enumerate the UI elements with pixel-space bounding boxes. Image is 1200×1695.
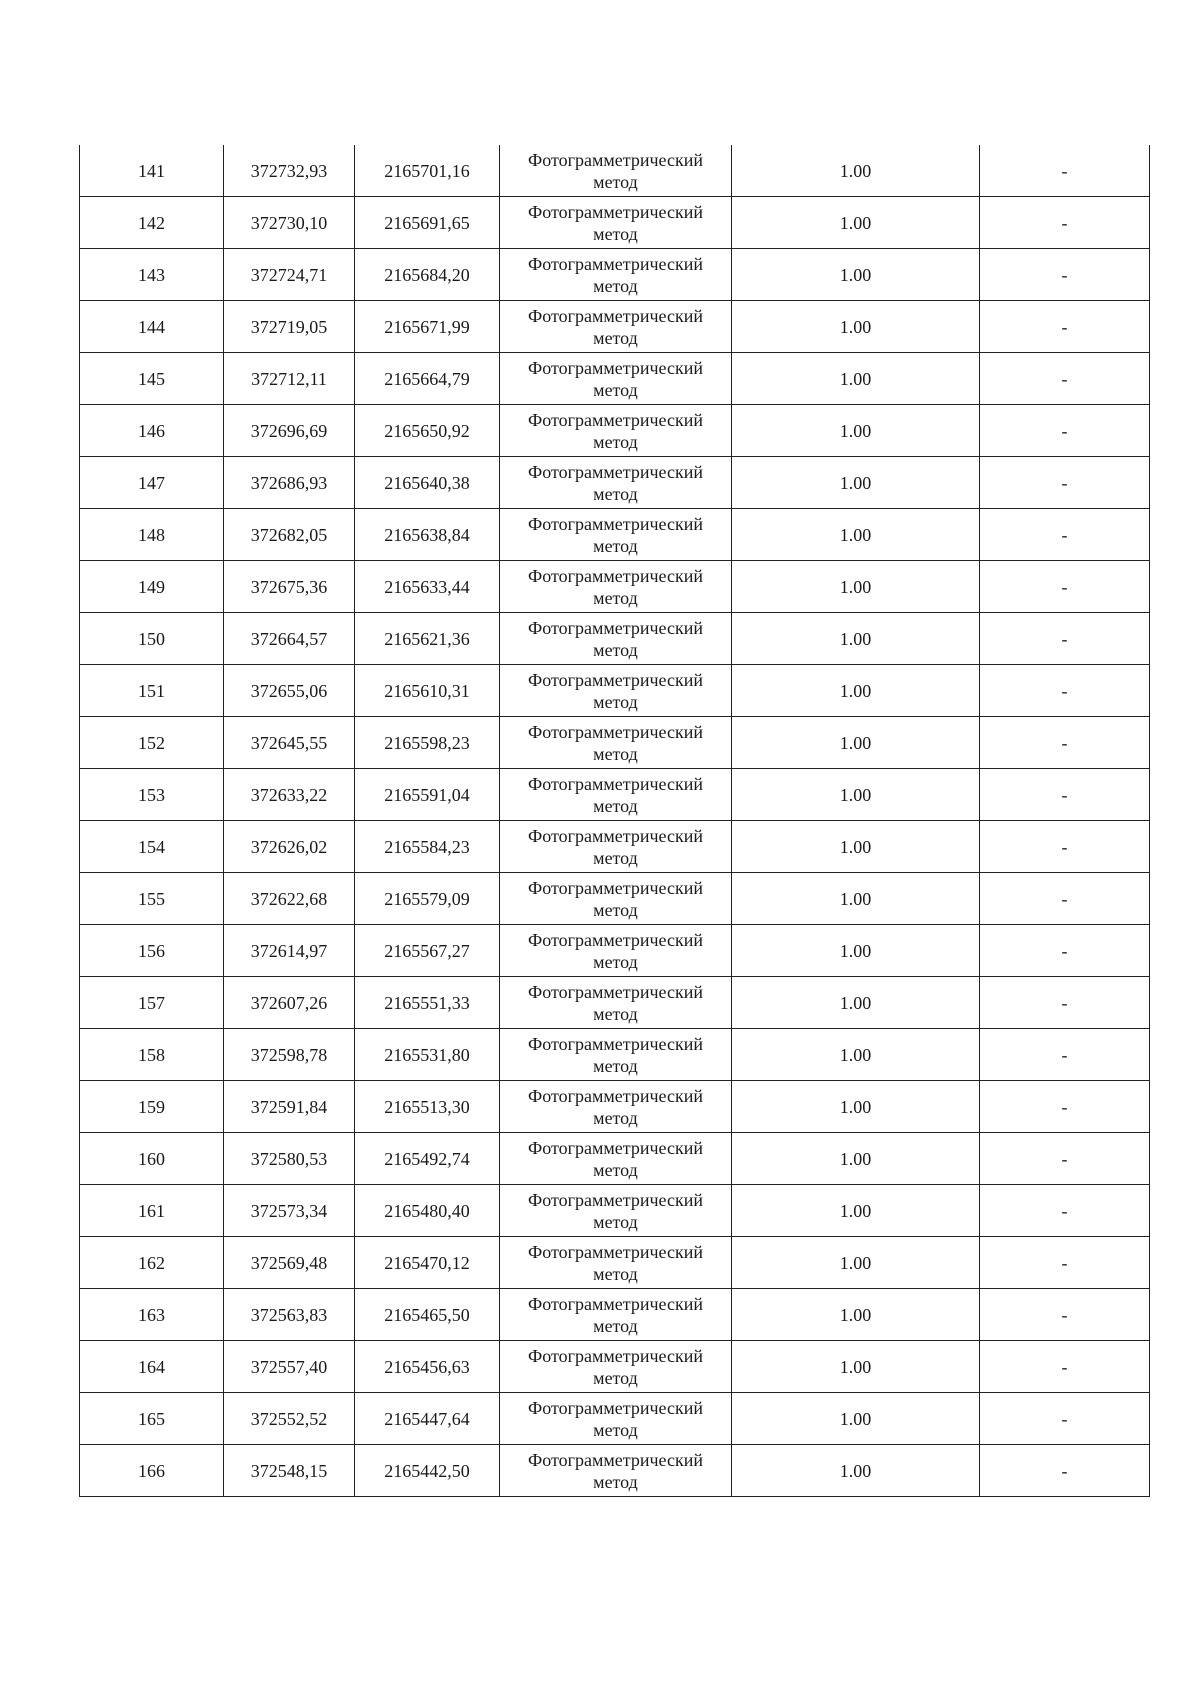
table-row [80, 353, 1150, 405]
x-coordinate-cell: 372724,71 [224, 249, 355, 301]
method-cell [500, 1029, 732, 1081]
note-cell: - [980, 1081, 1150, 1133]
note-cell: - [980, 301, 1150, 353]
accuracy-cell: 1.00 [732, 717, 980, 769]
table-row [80, 561, 1150, 613]
table-row [80, 1029, 1150, 1081]
x-coordinate-cell: 372719,05 [224, 301, 355, 353]
table-row [80, 1081, 1150, 1133]
accuracy-cell: 1.00 [732, 145, 980, 197]
table-row [80, 197, 1150, 249]
point-number-cell: 143 [80, 249, 224, 301]
y-coordinate-cell: 2165598,23 [355, 717, 500, 769]
method-line-2: метод [593, 327, 638, 348]
note-cell: - [980, 769, 1150, 821]
method-line-1: Фотограмметрический [528, 409, 703, 430]
method-cell [500, 509, 732, 561]
accuracy-cell: 1.00 [732, 197, 980, 249]
x-coordinate-cell: 372682,05 [224, 509, 355, 561]
table-row [80, 1133, 1150, 1185]
point-number-cell: 164 [80, 1341, 224, 1393]
x-coordinate-cell: 372573,34 [224, 1185, 355, 1237]
note-cell: - [980, 1341, 1150, 1393]
method-line-1: Фотограмметрический [528, 825, 703, 846]
method-cell [500, 665, 732, 717]
note-cell: - [980, 1445, 1150, 1497]
table-row [80, 509, 1150, 561]
x-coordinate-cell: 372614,97 [224, 925, 355, 977]
point-number-cell: 159 [80, 1081, 224, 1133]
note-cell: - [980, 353, 1150, 405]
x-coordinate-cell: 372686,93 [224, 457, 355, 509]
coordinates-table-body [80, 145, 1150, 1497]
table-row [80, 249, 1150, 301]
method-line-2: метод [593, 691, 638, 712]
method-line-2: метод [593, 1003, 638, 1024]
x-coordinate-cell: 372563,83 [224, 1289, 355, 1341]
point-number-cell: 150 [80, 613, 224, 665]
accuracy-cell: 1.00 [732, 1445, 980, 1497]
y-coordinate-cell: 2165584,23 [355, 821, 500, 873]
note-cell: - [980, 613, 1150, 665]
y-coordinate-cell: 2165664,79 [355, 353, 500, 405]
method-line-2: метод [593, 1055, 638, 1076]
y-coordinate-cell: 2165633,44 [355, 561, 500, 613]
method-cell [500, 613, 732, 665]
note-cell: - [980, 1133, 1150, 1185]
method-cell [500, 717, 732, 769]
method-cell [500, 405, 732, 457]
x-coordinate-cell: 372664,57 [224, 613, 355, 665]
method-line-2: метод [593, 171, 638, 192]
method-line-1: Фотограмметрический [528, 669, 703, 690]
method-line-1: Фотограмметрический [528, 929, 703, 950]
accuracy-cell: 1.00 [732, 821, 980, 873]
point-number-cell: 157 [80, 977, 224, 1029]
accuracy-cell: 1.00 [732, 1289, 980, 1341]
accuracy-cell: 1.00 [732, 1029, 980, 1081]
point-number-cell: 149 [80, 561, 224, 613]
method-cell [500, 769, 732, 821]
note-cell: - [980, 1237, 1150, 1289]
method-line-2: метод [593, 223, 638, 244]
x-coordinate-cell: 372598,78 [224, 1029, 355, 1081]
note-cell: - [980, 717, 1150, 769]
table-row [80, 717, 1150, 769]
y-coordinate-cell: 2165465,50 [355, 1289, 500, 1341]
method-cell [500, 353, 732, 405]
method-line-2: метод [593, 587, 638, 608]
accuracy-cell: 1.00 [732, 1237, 980, 1289]
point-number-cell: 166 [80, 1445, 224, 1497]
accuracy-cell: 1.00 [732, 405, 980, 457]
note-cell: - [980, 977, 1150, 1029]
note-cell: - [980, 561, 1150, 613]
y-coordinate-cell: 2165640,38 [355, 457, 500, 509]
method-cell [500, 977, 732, 1029]
table-row [80, 1185, 1150, 1237]
note-cell: - [980, 821, 1150, 873]
method-line-2: метод [593, 1107, 638, 1128]
y-coordinate-cell: 2165621,36 [355, 613, 500, 665]
y-coordinate-cell: 2165591,04 [355, 769, 500, 821]
table-row [80, 457, 1150, 509]
y-coordinate-cell: 2165701,16 [355, 145, 500, 197]
accuracy-cell: 1.00 [732, 1341, 980, 1393]
accuracy-cell: 1.00 [732, 561, 980, 613]
method-cell [500, 197, 732, 249]
y-coordinate-cell: 2165567,27 [355, 925, 500, 977]
point-number-cell: 152 [80, 717, 224, 769]
method-line-2: метод [593, 1159, 638, 1180]
y-coordinate-cell: 2165531,80 [355, 1029, 500, 1081]
point-number-cell: 161 [80, 1185, 224, 1237]
method-line-2: метод [593, 743, 638, 764]
method-line-2: метод [593, 431, 638, 452]
table-row [80, 1445, 1150, 1497]
y-coordinate-cell: 2165551,33 [355, 977, 500, 1029]
method-cell [500, 561, 732, 613]
method-cell [500, 249, 732, 301]
point-number-cell: 163 [80, 1289, 224, 1341]
coordinates-table [79, 145, 1150, 1497]
note-cell: - [980, 405, 1150, 457]
method-line-2: метод [593, 483, 638, 504]
y-coordinate-cell: 2165470,12 [355, 1237, 500, 1289]
method-line-1: Фотограмметрический [528, 253, 703, 274]
method-line-2: метод [593, 1211, 638, 1232]
method-cell [500, 145, 732, 197]
table-row [80, 925, 1150, 977]
method-cell [500, 1341, 732, 1393]
method-line-1: Фотограмметрический [528, 201, 703, 222]
point-number-cell: 148 [80, 509, 224, 561]
y-coordinate-cell: 2165456,63 [355, 1341, 500, 1393]
x-coordinate-cell: 372645,55 [224, 717, 355, 769]
y-coordinate-cell: 2165492,74 [355, 1133, 500, 1185]
method-line-1: Фотограмметрический [528, 721, 703, 742]
table-row [80, 821, 1150, 873]
y-coordinate-cell: 2165691,65 [355, 197, 500, 249]
table-row [80, 1393, 1150, 1445]
accuracy-cell: 1.00 [732, 665, 980, 717]
method-line-1: Фотограмметрический [528, 773, 703, 794]
accuracy-cell: 1.00 [732, 977, 980, 1029]
note-cell: - [980, 1185, 1150, 1237]
method-line-2: метод [593, 795, 638, 816]
method-cell [500, 821, 732, 873]
note-cell: - [980, 1393, 1150, 1445]
point-number-cell: 142 [80, 197, 224, 249]
point-number-cell: 141 [80, 145, 224, 197]
y-coordinate-cell: 2165650,92 [355, 405, 500, 457]
method-line-2: метод [593, 1471, 638, 1492]
note-cell: - [980, 145, 1150, 197]
method-line-1: Фотограмметрический [528, 565, 703, 586]
method-line-1: Фотограмметрический [528, 1241, 703, 1262]
x-coordinate-cell: 372552,52 [224, 1393, 355, 1445]
accuracy-cell: 1.00 [732, 249, 980, 301]
method-line-1: Фотограмметрический [528, 1397, 703, 1418]
method-line-1: Фотограмметрический [528, 1085, 703, 1106]
table-row [80, 405, 1150, 457]
accuracy-cell: 1.00 [732, 1185, 980, 1237]
method-line-1: Фотограмметрический [528, 1137, 703, 1158]
x-coordinate-cell: 372633,22 [224, 769, 355, 821]
method-line-2: метод [593, 1315, 638, 1336]
y-coordinate-cell: 2165513,30 [355, 1081, 500, 1133]
x-coordinate-cell: 372569,48 [224, 1237, 355, 1289]
table-row [80, 1237, 1150, 1289]
accuracy-cell: 1.00 [732, 925, 980, 977]
x-coordinate-cell: 372712,11 [224, 353, 355, 405]
table-row [80, 1289, 1150, 1341]
y-coordinate-cell: 2165442,50 [355, 1445, 500, 1497]
method-cell [500, 457, 732, 509]
method-line-1: Фотограмметрический [528, 981, 703, 1002]
method-line-2: метод [593, 535, 638, 556]
method-line-2: метод [593, 951, 638, 972]
accuracy-cell: 1.00 [732, 301, 980, 353]
table-row [80, 769, 1150, 821]
point-number-cell: 162 [80, 1237, 224, 1289]
method-line-2: метод [593, 1367, 638, 1388]
accuracy-cell: 1.00 [732, 873, 980, 925]
x-coordinate-cell: 372655,06 [224, 665, 355, 717]
table-row [80, 613, 1150, 665]
y-coordinate-cell: 2165684,20 [355, 249, 500, 301]
method-line-1: Фотограмметрический [528, 1293, 703, 1314]
x-coordinate-cell: 372626,02 [224, 821, 355, 873]
point-number-cell: 153 [80, 769, 224, 821]
table-row [80, 977, 1150, 1029]
method-line-1: Фотограмметрический [528, 1345, 703, 1366]
method-line-1: Фотограмметрический [528, 513, 703, 534]
y-coordinate-cell: 2165579,09 [355, 873, 500, 925]
x-coordinate-cell: 372696,69 [224, 405, 355, 457]
x-coordinate-cell: 372607,26 [224, 977, 355, 1029]
note-cell: - [980, 925, 1150, 977]
point-number-cell: 154 [80, 821, 224, 873]
table-row [80, 1341, 1150, 1393]
accuracy-cell: 1.00 [732, 613, 980, 665]
accuracy-cell: 1.00 [732, 457, 980, 509]
accuracy-cell: 1.00 [732, 353, 980, 405]
note-cell: - [980, 1029, 1150, 1081]
accuracy-cell: 1.00 [732, 509, 980, 561]
x-coordinate-cell: 372557,40 [224, 1341, 355, 1393]
point-number-cell: 146 [80, 405, 224, 457]
table-row [80, 301, 1150, 353]
x-coordinate-cell: 372732,93 [224, 145, 355, 197]
method-line-2: метод [593, 1419, 638, 1440]
point-number-cell: 144 [80, 301, 224, 353]
x-coordinate-cell: 372548,15 [224, 1445, 355, 1497]
method-line-1: Фотограмметрический [528, 617, 703, 638]
method-line-2: метод [593, 1263, 638, 1284]
accuracy-cell: 1.00 [732, 769, 980, 821]
method-line-2: метод [593, 847, 638, 868]
note-cell: - [980, 249, 1150, 301]
method-cell [500, 1393, 732, 1445]
point-number-cell: 156 [80, 925, 224, 977]
note-cell: - [980, 197, 1150, 249]
method-cell [500, 925, 732, 977]
method-cell [500, 1133, 732, 1185]
method-cell [500, 1445, 732, 1497]
point-number-cell: 158 [80, 1029, 224, 1081]
point-number-cell: 145 [80, 353, 224, 405]
method-line-2: метод [593, 639, 638, 660]
x-coordinate-cell: 372675,36 [224, 561, 355, 613]
note-cell: - [980, 873, 1150, 925]
method-line-1: Фотограмметрический [528, 877, 703, 898]
method-cell [500, 301, 732, 353]
method-cell [500, 1289, 732, 1341]
x-coordinate-cell: 372580,53 [224, 1133, 355, 1185]
x-coordinate-cell: 372591,84 [224, 1081, 355, 1133]
method-line-1: Фотограмметрический [528, 305, 703, 326]
point-number-cell: 155 [80, 873, 224, 925]
method-line-1: Фотограмметрический [528, 461, 703, 482]
method-cell [500, 1081, 732, 1133]
method-cell [500, 873, 732, 925]
y-coordinate-cell: 2165638,84 [355, 509, 500, 561]
method-line-2: метод [593, 899, 638, 920]
accuracy-cell: 1.00 [732, 1393, 980, 1445]
method-line-2: метод [593, 275, 638, 296]
method-cell [500, 1237, 732, 1289]
y-coordinate-cell: 2165610,31 [355, 665, 500, 717]
point-number-cell: 147 [80, 457, 224, 509]
note-cell: - [980, 509, 1150, 561]
method-line-2: метод [593, 379, 638, 400]
note-cell: - [980, 1289, 1150, 1341]
table-row [80, 873, 1150, 925]
table-row [80, 145, 1150, 197]
point-number-cell: 160 [80, 1133, 224, 1185]
x-coordinate-cell: 372730,10 [224, 197, 355, 249]
method-cell [500, 1185, 732, 1237]
method-line-1: Фотограмметрический [528, 1449, 703, 1470]
table-row [80, 665, 1150, 717]
method-line-1: Фотограмметрический [528, 1033, 703, 1054]
y-coordinate-cell: 2165480,40 [355, 1185, 500, 1237]
point-number-cell: 165 [80, 1393, 224, 1445]
x-coordinate-cell: 372622,68 [224, 873, 355, 925]
y-coordinate-cell: 2165671,99 [355, 301, 500, 353]
accuracy-cell: 1.00 [732, 1081, 980, 1133]
method-line-1: Фотограмметрический [528, 357, 703, 378]
note-cell: - [980, 457, 1150, 509]
note-cell: - [980, 665, 1150, 717]
y-coordinate-cell: 2165447,64 [355, 1393, 500, 1445]
method-line-1: Фотограмметрический [528, 149, 703, 170]
accuracy-cell: 1.00 [732, 1133, 980, 1185]
point-number-cell: 151 [80, 665, 224, 717]
method-line-1: Фотограмметрический [528, 1189, 703, 1210]
